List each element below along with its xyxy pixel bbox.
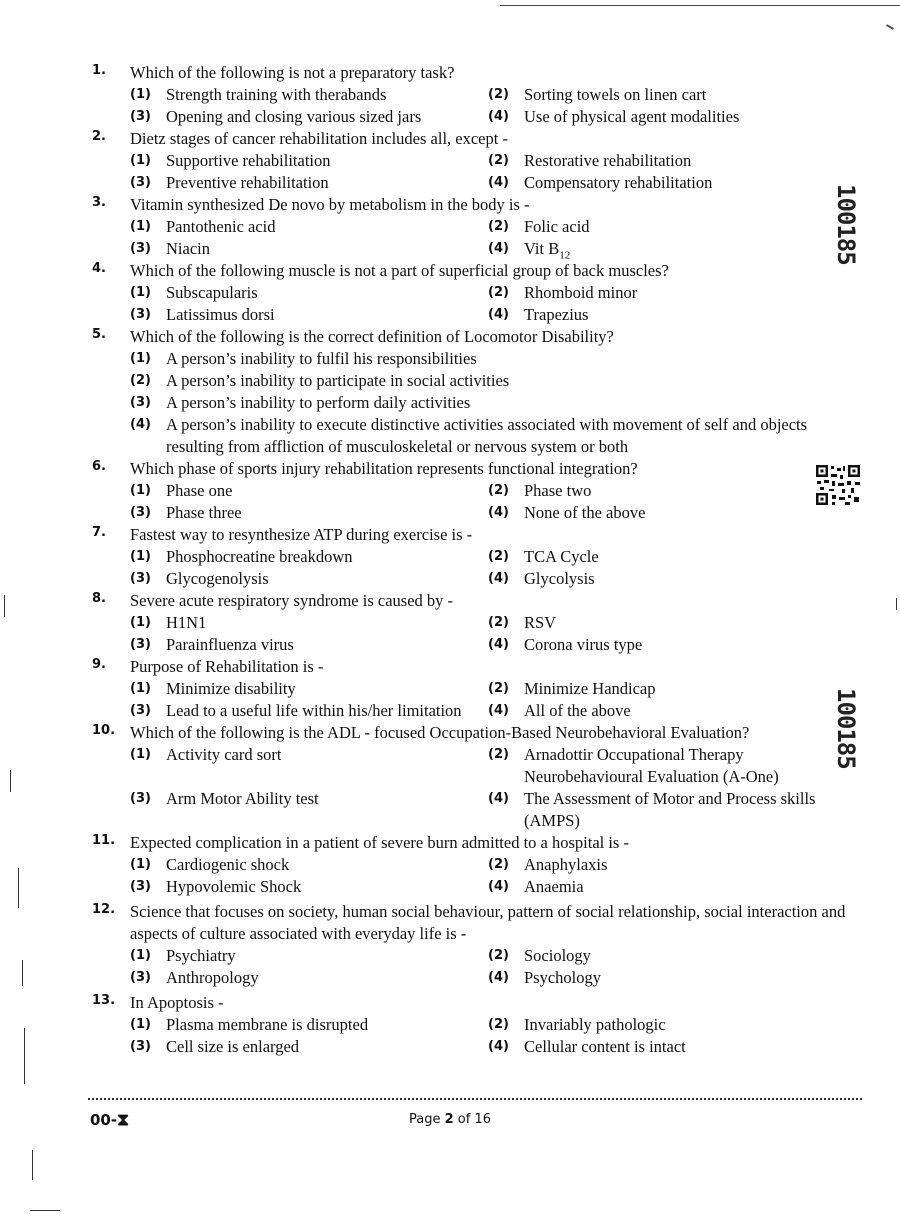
option-label: Preventive rehabilitation	[166, 173, 329, 192]
answer-option	[130, 480, 480, 502]
question-text: Severe acute respiratory syndrome is caused by -	[130, 591, 454, 610]
answer-option	[488, 546, 848, 568]
option-label: Sociology	[524, 946, 591, 965]
answer-option	[488, 634, 848, 656]
option-text	[166, 945, 480, 967]
answer-option	[488, 568, 848, 590]
question-text: Dietz stages of cancer rehabilitation includes all, except -	[130, 129, 508, 148]
option-text	[166, 106, 480, 128]
option-number: (3)	[130, 637, 151, 652]
answer-option	[130, 502, 480, 524]
answer-option	[488, 106, 848, 128]
answer-option	[130, 348, 850, 370]
answer-option	[130, 150, 480, 172]
question-number: 1.	[92, 63, 106, 78]
margin-mark	[32, 1150, 33, 1180]
option-label: Cardiogenic shock	[166, 855, 290, 874]
option-row	[0, 106, 900, 128]
option-row	[0, 216, 900, 238]
answer-option	[130, 172, 480, 194]
option-number: (2)	[130, 373, 151, 388]
option-text	[524, 172, 846, 194]
option-label: Invariably pathologic	[524, 1015, 666, 1034]
option-label: Supportive rehabilitation	[166, 151, 331, 170]
question-number: 7.	[92, 525, 106, 540]
question-number: 10.	[92, 723, 116, 738]
option-number: (4)	[488, 879, 509, 894]
option-text	[166, 304, 480, 326]
margin-mark	[896, 598, 897, 610]
option-number: (2)	[488, 285, 509, 300]
question	[0, 128, 900, 194]
question-number: 11.	[92, 833, 116, 848]
option-number: (4)	[130, 417, 151, 432]
question-text: In Apoptosis -	[130, 993, 224, 1012]
answer-option	[130, 1014, 480, 1036]
option-label: Vit B	[524, 239, 560, 258]
option-row	[0, 502, 900, 524]
answer-option	[488, 678, 848, 700]
option-label: Restorative rehabilitation	[524, 151, 692, 170]
option-text	[166, 392, 850, 414]
option-row	[0, 854, 900, 876]
option-label: Arm Motor Ability test	[166, 789, 319, 808]
answer-option	[488, 1036, 848, 1058]
option-number: (4)	[488, 571, 509, 586]
answer-option	[488, 700, 848, 722]
option-row	[0, 744, 900, 788]
option-label: Lead to a useful life within his/her limitation	[166, 701, 462, 720]
page-total: 16	[474, 1112, 492, 1127]
question-number: 8.	[92, 591, 106, 606]
answer-option	[130, 304, 480, 326]
answer-option	[488, 945, 848, 967]
answer-option	[130, 854, 480, 876]
option-text	[166, 370, 850, 392]
question-list	[0, 62, 900, 1061]
option-row	[0, 568, 900, 590]
answer-option	[488, 744, 848, 788]
option-number: (4)	[488, 970, 509, 985]
margin-mark	[24, 1028, 25, 1084]
question-text: Which phase of sports injury rehabilitation represents functional integration?	[130, 459, 638, 478]
answer-option	[130, 238, 480, 260]
answer-option	[488, 612, 848, 634]
option-text	[166, 414, 850, 458]
option-text	[524, 546, 846, 568]
option-text	[524, 84, 846, 106]
option-number: (1)	[130, 549, 151, 564]
option-number: (1)	[130, 948, 151, 963]
option-row	[0, 304, 900, 326]
answer-option	[130, 612, 480, 634]
option-row	[0, 945, 900, 967]
side-code-bottom: 100185	[832, 688, 860, 769]
option-number: (4)	[488, 1039, 509, 1054]
option-row	[0, 546, 900, 568]
option-label: All of the above	[524, 701, 631, 720]
option-text	[524, 304, 846, 326]
option-row	[0, 788, 900, 832]
question	[0, 326, 900, 458]
option-label: Trapezius	[524, 305, 589, 324]
option-row	[0, 876, 900, 898]
option-number: (2)	[488, 857, 509, 872]
option-number: (2)	[488, 219, 509, 234]
question	[0, 260, 900, 326]
option-label: Latissimus dorsi	[166, 305, 275, 324]
option-row	[0, 634, 900, 656]
option-label: Anaphylaxis	[524, 855, 608, 874]
option-text	[166, 568, 480, 590]
answer-option	[130, 370, 850, 392]
option-text	[166, 854, 480, 876]
option-number: (3)	[130, 571, 151, 586]
option-row	[0, 700, 900, 722]
option-row	[0, 392, 900, 414]
answer-option	[130, 744, 480, 766]
option-text	[166, 876, 480, 898]
option-label: Hypovolemic Shock	[166, 877, 302, 896]
option-number: (4)	[488, 791, 509, 806]
option-label: Folic acid	[524, 217, 590, 236]
margin-mark	[30, 1210, 60, 1211]
option-text	[166, 744, 480, 766]
option-label: Arnadottir Occupational Therapy Neurobehavioural Evaluation (A-One)	[524, 745, 779, 786]
question	[0, 590, 900, 656]
option-label: A person’s inability to fulfil his responsibilities	[166, 349, 477, 368]
option-text	[166, 634, 480, 656]
question-text: Which of the following is not a preparatory task?	[130, 63, 455, 82]
answer-option	[130, 700, 480, 722]
option-text	[166, 150, 480, 172]
option-row	[0, 612, 900, 634]
option-number: (2)	[488, 549, 509, 564]
option-text	[524, 788, 846, 832]
option-row	[0, 1014, 900, 1036]
option-number: (4)	[488, 109, 509, 124]
question-number: 2.	[92, 129, 106, 144]
option-text	[166, 84, 480, 106]
option-number: (2)	[488, 483, 509, 498]
option-label: A person’s inability to participate in social activities	[166, 371, 510, 390]
option-text	[166, 480, 480, 502]
option-number: (3)	[130, 395, 151, 410]
option-row	[0, 150, 900, 172]
question-number: 13.	[92, 993, 116, 1008]
option-text	[166, 546, 480, 568]
option-label: Rhomboid minor	[524, 283, 638, 302]
question-text: Fastest way to resynthesize ATP during exercise is -	[130, 525, 473, 544]
question	[0, 458, 900, 524]
option-number: (3)	[130, 109, 151, 124]
answer-option	[130, 106, 480, 128]
option-number: (1)	[130, 747, 151, 762]
option-number: (1)	[130, 483, 151, 498]
option-label: Opening and closing various sized jars	[166, 107, 422, 126]
corner-mark	[886, 24, 894, 30]
option-text	[166, 238, 480, 260]
option-number: (2)	[488, 681, 509, 696]
option-number: (3)	[130, 791, 151, 806]
answer-option	[130, 392, 850, 414]
page-current: 2	[444, 1112, 454, 1127]
answer-option	[488, 150, 848, 172]
option-number: (2)	[488, 87, 509, 102]
hourglass-icon: ⧗	[117, 1110, 130, 1130]
answer-option	[130, 967, 480, 989]
option-number: (2)	[488, 1017, 509, 1032]
option-text	[524, 854, 846, 876]
answer-option	[130, 84, 480, 106]
option-number: (1)	[130, 1017, 151, 1032]
option-label: A person’s inability to execute distinctive activities associated with movement of self and objects resulting from affliction of musculoskeletal or nervous system or both	[166, 415, 808, 456]
option-number: (1)	[130, 615, 151, 630]
answer-option	[130, 945, 480, 967]
margin-mark	[10, 770, 11, 792]
option-row	[0, 282, 900, 304]
question	[0, 194, 900, 260]
option-label: Cell size is enlarged	[166, 1037, 300, 1056]
option-text	[166, 172, 480, 194]
option-text	[524, 700, 846, 722]
option-label: Parainfluenza virus	[166, 635, 294, 654]
option-text	[524, 678, 846, 700]
option-text	[166, 348, 850, 370]
question-number: 5.	[92, 327, 106, 342]
answer-option	[488, 172, 848, 194]
answer-option	[488, 304, 848, 326]
option-label: Niacin	[166, 239, 210, 258]
question	[0, 832, 900, 898]
option-label: Glycogenolysis	[166, 569, 269, 588]
option-text	[524, 634, 846, 656]
option-label: Minimize Handicap	[524, 679, 656, 698]
option-text	[166, 216, 480, 238]
option-number: (2)	[488, 153, 509, 168]
option-text	[524, 1014, 846, 1036]
option-number: (1)	[130, 87, 151, 102]
answer-option	[130, 876, 480, 898]
option-text	[524, 150, 846, 172]
answer-option	[130, 678, 480, 700]
option-number: (1)	[130, 681, 151, 696]
question-text: Purpose of Rehabilitation is -	[130, 657, 324, 676]
answer-option	[488, 282, 848, 304]
option-text	[166, 678, 480, 700]
option-text	[166, 612, 480, 634]
question-number: 9.	[92, 657, 106, 672]
option-label: Sorting towels on linen cart	[524, 85, 707, 104]
option-text	[524, 216, 846, 238]
margin-mark	[18, 868, 19, 908]
option-text	[524, 1036, 846, 1058]
margin-mark	[4, 595, 5, 617]
option-text	[524, 106, 846, 128]
option-number: (3)	[130, 241, 151, 256]
footer-code-text: 00-	[90, 1111, 118, 1129]
option-text	[166, 967, 480, 989]
option-label: Phase one	[166, 481, 233, 500]
option-label: A person’s inability to perform daily activities	[166, 393, 471, 412]
option-number: (1)	[130, 285, 151, 300]
option-text	[524, 967, 846, 989]
option-text	[524, 945, 846, 967]
option-number: (3)	[130, 307, 151, 322]
option-text	[524, 876, 846, 898]
option-row	[0, 238, 900, 260]
option-label: Pantothenic acid	[166, 217, 276, 236]
side-code-top: 100185	[832, 184, 860, 265]
option-number: (3)	[130, 970, 151, 985]
answer-option	[130, 568, 480, 590]
option-text	[524, 568, 846, 590]
option-number: (3)	[130, 703, 151, 718]
page-label: Page	[408, 1112, 441, 1127]
margin-mark	[22, 960, 23, 986]
option-label: RSV	[524, 613, 557, 632]
option-label: H1N1	[166, 613, 207, 632]
answer-option	[488, 1014, 848, 1036]
option-row	[0, 370, 900, 392]
option-number: (4)	[488, 703, 509, 718]
question	[0, 62, 900, 128]
question-text: Science that focuses on society, human social behaviour, pattern of social relationship, social interaction and aspects of culture associated with everyday life is -	[130, 902, 846, 943]
option-label: Strength training with therabands	[166, 85, 387, 104]
answer-option	[488, 876, 848, 898]
question	[0, 992, 900, 1058]
option-number: (2)	[488, 747, 509, 762]
answer-option	[130, 282, 480, 304]
option-text	[166, 1014, 480, 1036]
option-number: (1)	[130, 351, 151, 366]
answer-option	[130, 546, 480, 568]
answer-option	[488, 502, 848, 524]
option-label: Psychiatry	[166, 946, 236, 965]
question-number: 6.	[92, 459, 106, 474]
question-text: Which of the following muscle is not a part of superficial group of back muscles?	[130, 261, 669, 280]
option-number: (4)	[488, 505, 509, 520]
answer-option	[130, 1036, 480, 1058]
question-text: Which of the following is the correct definition of Locomotor Disability?	[130, 327, 614, 346]
question	[0, 524, 900, 590]
option-label: Minimize disability	[166, 679, 296, 698]
top-rule	[500, 5, 900, 6]
option-number: (4)	[488, 637, 509, 652]
answer-option	[488, 967, 848, 989]
answer-option	[488, 480, 848, 502]
answer-option	[130, 216, 480, 238]
question-number: 4.	[92, 261, 106, 276]
question-number: 3.	[92, 195, 106, 210]
question-number: 12.	[92, 902, 116, 917]
answer-option	[130, 788, 480, 810]
option-label: Phosphocreatine breakdown	[166, 547, 353, 566]
question-text: Which of the following is the ADL - focused Occupation-Based Neurobehavioral Evaluation?	[130, 723, 750, 742]
question-text: Vitamin synthesized De novo by metabolism in the body is -	[130, 195, 530, 214]
option-text	[166, 1036, 480, 1058]
option-row	[0, 678, 900, 700]
option-label: Plasma membrane is disrupted	[166, 1015, 369, 1034]
option-label: Subscapularis	[166, 283, 258, 302]
option-number: (1)	[130, 219, 151, 234]
option-number: (4)	[488, 307, 509, 322]
question-text: Expected complication in a patient of severe burn admitted to a hospital is -	[130, 833, 629, 852]
option-label: Corona virus type	[524, 635, 643, 654]
option-number: (3)	[130, 505, 151, 520]
option-number: (2)	[488, 615, 509, 630]
option-text	[166, 700, 480, 722]
option-text	[524, 612, 846, 634]
question	[0, 901, 900, 989]
option-number: (3)	[130, 879, 151, 894]
option-number: (3)	[130, 175, 151, 190]
option-subscript: 12	[559, 249, 571, 262]
option-label: The Assessment of Motor and Process skills (AMPS)	[524, 789, 816, 830]
answer-option	[488, 788, 848, 832]
option-label: Anaemia	[524, 877, 584, 896]
option-row	[0, 414, 900, 458]
option-label: Activity card sort	[166, 745, 282, 764]
option-text	[166, 282, 480, 304]
option-row	[0, 1036, 900, 1058]
page-of: of	[457, 1112, 471, 1127]
option-label: None of the above	[524, 503, 646, 522]
question	[0, 722, 900, 832]
option-label: Phase three	[166, 503, 242, 522]
option-row	[0, 348, 900, 370]
answer-option	[488, 216, 848, 238]
option-text	[166, 502, 480, 524]
option-number: (2)	[488, 948, 509, 963]
answer-option	[488, 854, 848, 876]
option-label: Anthropology	[166, 968, 259, 987]
option-label: TCA Cycle	[524, 547, 599, 566]
option-label: Use of physical agent modalities	[524, 107, 740, 126]
option-label: Compensatory rehabilitation	[524, 173, 713, 192]
page-number	[0, 1112, 900, 1127]
option-row	[0, 480, 900, 502]
answer-option	[488, 84, 848, 106]
option-number: (1)	[130, 153, 151, 168]
option-text	[166, 788, 480, 810]
option-label: Glycolysis	[524, 569, 595, 588]
option-text	[524, 502, 846, 524]
answer-option	[130, 414, 850, 458]
answer-option	[130, 634, 480, 656]
option-text	[524, 282, 846, 304]
option-label: Psychology	[524, 968, 602, 987]
option-number: (1)	[130, 857, 151, 872]
option-number: (4)	[488, 175, 509, 190]
option-row	[0, 967, 900, 989]
option-row	[0, 84, 900, 106]
option-label: Phase two	[524, 481, 592, 500]
question	[0, 656, 900, 722]
option-number: (4)	[488, 241, 509, 256]
option-text	[524, 744, 846, 788]
qr-code-icon	[815, 464, 861, 506]
option-text	[524, 480, 846, 502]
option-row	[0, 172, 900, 194]
footer-rule	[88, 1098, 862, 1100]
option-number: (3)	[130, 1039, 151, 1054]
option-label: Cellular content is intact	[524, 1037, 686, 1056]
